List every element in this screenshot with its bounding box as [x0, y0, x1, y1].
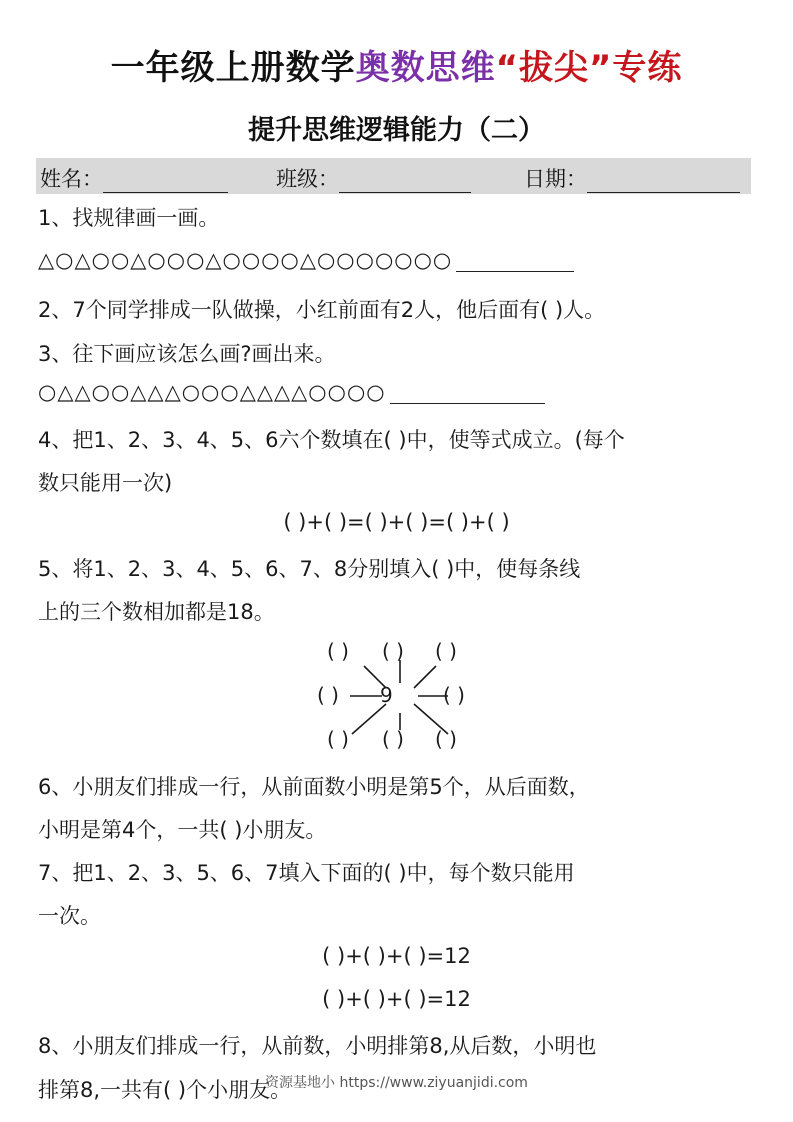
slot-bottom-center[interactable]: ( )	[382, 727, 404, 751]
slot-top-center[interactable]: ( )	[382, 639, 404, 663]
slot-middle-left[interactable]: ( )	[317, 683, 339, 707]
slot-top-left[interactable]: ( )	[327, 639, 349, 663]
title-part-3: “拔尖”专练	[495, 48, 683, 88]
question-7-equation-2[interactable]: ( )+( )+( )=12	[322, 987, 471, 1011]
question-1: 1、找规律画一画。	[38, 206, 220, 230]
question-1-pattern	[38, 248, 574, 272]
question-8-line-2: 排第8,一共有( )个小朋友。	[38, 1078, 292, 1102]
date-blank[interactable]	[587, 170, 740, 193]
slot-bottom-right[interactable]: ( )	[435, 727, 457, 751]
class-label: 班级：	[276, 167, 339, 191]
question-6-line-1: 6、小朋友们排成一行，从前面数小明是第5个，从后面数，	[38, 775, 590, 799]
question-1-answer-blank[interactable]	[456, 253, 574, 272]
slot-bottom-left[interactable]: ( )	[327, 727, 349, 751]
question-5-star-diagram	[300, 630, 500, 760]
question-3-sequence: ○△△○○△△△○○○△△△△○○○○	[38, 380, 386, 404]
title-part-1: 一年级上册数学	[110, 48, 356, 88]
question-2: 2、7个同学排成一队做操，小红前面有2人，他后面有( )人。	[38, 298, 606, 322]
class-field[interactable]	[276, 163, 471, 193]
question-7-line-2: 一次。	[38, 904, 101, 928]
question-5-line-1: 5、将1、2、3、4、5、6、7、8分别填入( )中，使每条线	[38, 557, 581, 581]
center-value: 9	[380, 683, 393, 707]
question-8-line-1: 8、小朋友们排成一行，从前数，小明排第8,从后数，小明也	[38, 1034, 597, 1058]
question-4-line-1: 4、把1、2、3、4、5、6六个数填在( )中，使等式成立。(每个	[38, 428, 625, 452]
class-blank[interactable]	[339, 170, 471, 193]
question-3: 3、往下画应该怎么画?画出来。	[38, 342, 336, 366]
question-4-equation[interactable]: ( )+( )=( )+( )=( )+( )	[283, 510, 510, 534]
name-blank[interactable]	[103, 170, 228, 193]
page-subtitle: 提升思维逻辑能力（二）	[248, 115, 545, 146]
question-4-line-2: 数只能用一次)	[38, 471, 173, 495]
question-3-pattern	[38, 380, 545, 404]
date-field[interactable]	[524, 163, 740, 193]
slot-top-right[interactable]: ( )	[435, 639, 457, 663]
question-6-line-2: 小明是第4个，一共( )小朋友。	[38, 818, 327, 842]
line-bottom-left	[352, 704, 386, 734]
question-3-answer-blank[interactable]	[390, 385, 545, 404]
name-field[interactable]	[40, 163, 228, 193]
title-part-2: 奥数思维	[355, 48, 496, 88]
watermark: 资源基地小 https://www.ziyuanjidi.com	[265, 1075, 528, 1091]
question-5-line-2: 上的三个数相加都是18。	[38, 600, 275, 624]
page-title	[0, 40, 793, 89]
line-top-right	[414, 666, 436, 688]
name-label: 姓名：	[40, 167, 103, 191]
slot-middle-right[interactable]: ( )	[443, 683, 465, 707]
question-7-line-1: 7、把1、2、3、5、6、7填入下面的( )中，每个数只能用	[38, 861, 575, 885]
date-label: 日期：	[524, 167, 587, 191]
question-1-sequence: △○△○○△○○○△○○○○△○○○○○○○	[38, 248, 453, 272]
question-7-equation-1[interactable]: ( )+( )+( )=12	[322, 944, 471, 968]
student-info-bar	[36, 158, 751, 194]
